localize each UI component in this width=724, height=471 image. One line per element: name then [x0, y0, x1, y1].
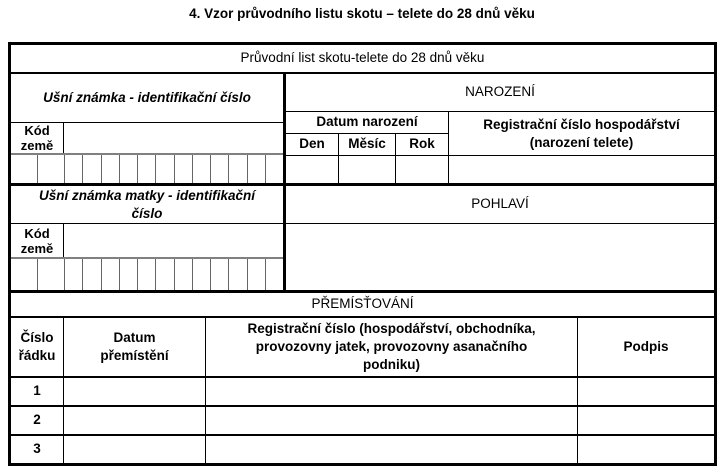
label-line: podniku)	[363, 357, 420, 372]
grid-line	[63, 122, 64, 153]
tag-digit-box	[248, 155, 266, 183]
birth-day-label: Den	[299, 136, 325, 152]
label-line: přemístění	[100, 348, 169, 363]
label-line: Číslo	[20, 330, 54, 345]
tag-digit-box	[65, 259, 83, 290]
label-line: země	[20, 240, 54, 256]
tag-digit-box	[211, 155, 229, 183]
label-line: Ušní známka matky - identifikační	[38, 187, 256, 203]
mother-tag-label	[11, 186, 283, 223]
tag-digit-box	[193, 155, 211, 183]
calf-tag-digit-boxes	[11, 155, 283, 183]
grid-line	[11, 434, 714, 436]
tag-digit-box	[156, 259, 174, 290]
tag-digit-box	[65, 155, 83, 183]
tag-digit-box	[120, 155, 138, 183]
tag-digit-box	[193, 259, 211, 290]
tag-digit-box	[102, 259, 120, 290]
tag-digit-box	[120, 259, 138, 290]
tag-digit-box	[83, 155, 101, 183]
form-header: Průvodní list skotu-telete do 28 dnů věku	[240, 50, 485, 66]
movement-col-signature: Podpis	[623, 338, 669, 354]
tag-digit-box	[266, 259, 283, 290]
birth-year-label: Rok	[409, 136, 435, 152]
label-line: Kód	[24, 225, 50, 241]
label-line: země	[20, 138, 54, 153]
grid-line	[63, 223, 64, 257]
tag-digit-box	[102, 155, 120, 183]
tag-country-char-box	[38, 155, 65, 183]
birth-registration-label	[449, 112, 714, 155]
movement-col-registration	[206, 318, 577, 376]
tag-digit-box	[266, 155, 283, 183]
tag-digit-box	[138, 259, 156, 290]
tag-digit-box	[83, 259, 101, 290]
label-line: (narození telete)	[529, 134, 634, 150]
calf-tag-label: Ušní známka - identifikační číslo	[43, 89, 251, 105]
sex-section-title: POHLAVÍ	[471, 196, 529, 212]
tag-digit-box	[229, 259, 247, 290]
grid-line	[286, 155, 714, 156]
tag-digit-box	[175, 155, 193, 183]
tag-digit-box	[138, 155, 156, 183]
movement-col-row-number	[11, 318, 63, 376]
birth-month-label: Měsíc	[348, 136, 386, 152]
page-title: 4. Vzor průvodního listu skotu – telete do 28 dnů věku	[189, 6, 535, 21]
tag-digit-box	[175, 259, 193, 290]
birth-date-label: Datum narození	[316, 114, 418, 130]
label-line: řádku	[18, 348, 56, 363]
label-line: Registrační číslo hospodářství	[483, 116, 680, 132]
label-line: Kód	[24, 123, 50, 138]
movement-row-number: 1	[33, 383, 41, 399]
label-line: číslo	[131, 205, 163, 221]
grid-line	[11, 376, 714, 378]
grid-line	[11, 223, 714, 224]
calf-country-code-label	[11, 123, 63, 153]
movement-section-title: PŘEMÍSŤOVÁNÍ	[311, 296, 414, 312]
label-line: Datum	[113, 330, 156, 345]
tag-digit-box	[156, 155, 174, 183]
tag-country-char-box	[38, 259, 65, 290]
movement-row-number: 2	[33, 412, 41, 428]
tag-digit-box	[211, 259, 229, 290]
label-line: provozovny jatek, provozovny asanačního	[255, 339, 528, 354]
tag-digit-box	[248, 259, 266, 290]
tag-digit-box	[229, 155, 247, 183]
birth-section-title: NAROZENÍ	[465, 84, 535, 100]
mother-country-code-label	[11, 224, 63, 257]
mother-tag-digit-boxes	[11, 259, 283, 290]
label-line: Registrační číslo (hospodářství, obchodníka,	[247, 321, 536, 336]
tag-country-char-box	[11, 259, 38, 290]
grid-line	[11, 405, 714, 407]
movement-col-date	[64, 318, 205, 376]
movement-row-number: 3	[33, 441, 41, 457]
form-table	[8, 42, 717, 466]
tag-country-char-box	[11, 155, 38, 183]
